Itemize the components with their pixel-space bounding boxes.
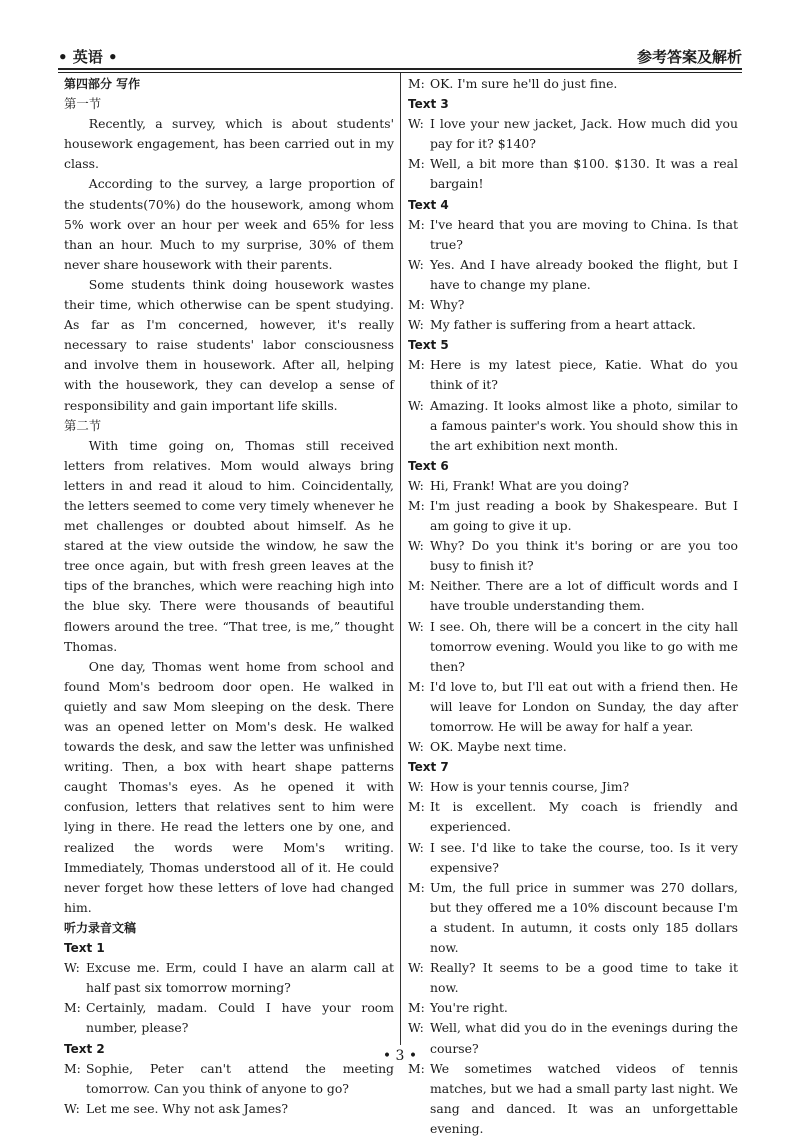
utterance: Here is my latest piece, Katie. What do you think of it? xyxy=(430,357,738,393)
speaker: M: xyxy=(408,1000,425,1016)
utterance: You're right. xyxy=(430,1000,508,1016)
utterance: Why? xyxy=(430,297,465,313)
utterance: It is excellent. My coach is friendly and experienced. xyxy=(430,799,738,835)
utterance: I love your new jacket, Jack. How much did you pay for it? $140? xyxy=(430,116,738,152)
header-rule xyxy=(58,68,742,70)
subject-label: • 英语 • xyxy=(58,48,118,66)
dialogue-line xyxy=(408,777,738,797)
text-label: Text 3 xyxy=(408,97,449,112)
speaker: W: xyxy=(408,477,424,493)
dialogue-line xyxy=(408,496,738,536)
column-divider xyxy=(400,73,401,1045)
dialogue-line xyxy=(408,576,738,616)
dialogue-line xyxy=(64,1059,394,1099)
utterance: My father is suffering from a heart attack. xyxy=(430,317,696,333)
speaker: W: xyxy=(408,397,424,413)
speaker: M: xyxy=(408,297,425,313)
dialogue-line xyxy=(408,1059,738,1139)
paragraph: With time going on, Thomas still received letters from relatives. Mom would always bring letters in and read it aloud to him. Coincidentally, the letters seemed to come very timely whenever he met challenges or doubted about himself. As he stared at the view outside the window, he saw the tree once again, but with fresh green leaves at the tips of the branches, which were reaching high into the blue sky. There were thousands of beautiful flowers around the tree. “That tree, is me,” thought Thomas. xyxy=(64,437,394,654)
speaker: W: xyxy=(408,116,424,132)
utterance: Why? Do you think it's boring or are you too busy to finish it? xyxy=(430,538,738,574)
text-label: Text 1 xyxy=(64,941,105,956)
paragraph: Some students think doing housework wastes their time, which otherwise can be spent studying. As far as I'm concerned, however, it's really necessary to raise students' labor consciousness and involve them in housework. After all, helping with the housework, they can develop a sense of responsibility and gain important life skills. xyxy=(64,276,394,413)
dialogue-line xyxy=(408,617,738,677)
section2-label: 第二节 xyxy=(64,417,102,433)
speaker: W: xyxy=(408,256,424,272)
utterance: How is your tennis course, Jim? xyxy=(430,779,630,795)
speaker: W: xyxy=(408,1020,424,1036)
utterance: I see. I'd like to take the course, too. Is it very expensive? xyxy=(430,839,738,875)
left-column xyxy=(64,74,394,1119)
utterance: Certainly, madam. Could I have your room number, please? xyxy=(86,1000,394,1036)
dialogue-line xyxy=(408,114,738,154)
page-number: • 3 • xyxy=(382,1048,418,1064)
utterance: I'm just reading a book by Shakespeare. But I am going to give it up. xyxy=(430,497,738,534)
utterance: I'd love to, but I'll eat out with a friend then. He will leave for London on Sunday, the day after tomorrow. He will be away for half a year. xyxy=(430,678,738,734)
speaker: W: xyxy=(64,1100,80,1116)
paragraph: According to the survey, a large proportion of the students(70%) do the housework, among whom 5% work over an hour per week and 65% for less than an hour. Much to my surprise, 30% of them never share housework with their parents. xyxy=(64,176,394,272)
dialogue-line xyxy=(408,396,738,456)
dialogue-line xyxy=(408,838,738,878)
dialogue-line xyxy=(408,797,738,837)
speaker: W: xyxy=(408,739,424,755)
utterance: Really? It seems to be a good time to take it now. xyxy=(430,960,738,996)
dialogue-line xyxy=(408,255,738,295)
dialogue-line xyxy=(408,536,738,576)
dialogue-line xyxy=(408,476,738,496)
paragraph: One day, Thomas went home from school and found Mom's bedroom door open. He walked in quietly and saw Mom sleeping on the desk. There was an opened letter on Mom's desk. He walked towards the desk, and saw the letter was unfinished writing. Then, a box with heart shape patterns caught Thomas's eyes. As he opened it with confusion, letters that relatives sent to him were lying in there. He read the letters one by one, and realized the words were Mom's writing. Immediately, Thomas understood all of it. He could never forget how these letters of love had changed him. xyxy=(64,658,394,915)
dialogue-line xyxy=(408,737,738,757)
utterance: I've heard that you are moving to China. Is that true? xyxy=(430,216,738,252)
utterance: Neither. There are a lot of difficult words and I have trouble understanding them. xyxy=(430,578,738,614)
dialogue-line xyxy=(64,998,394,1038)
text-label: Text 5 xyxy=(408,338,449,353)
utterance: Yes. And I have already booked the flight, but I have to change my plane. xyxy=(430,256,738,292)
speaker: M: xyxy=(408,799,425,815)
speaker: W: xyxy=(408,618,424,634)
utterance: Sophie, Peter can't attend the meeting tomorrow. Can you think of anyone to go? xyxy=(86,1060,394,1096)
utterance: OK. I'm sure he'll do just fine. xyxy=(430,76,618,91)
dialogue-line xyxy=(408,958,738,998)
dialogue-line xyxy=(408,355,738,395)
utterance: Um, the full price in summer was 270 dollars, but they offered me a 10% discount because I'm a student. In autumn, it costs only 185 dollars now. xyxy=(430,879,738,956)
listening-title: 听力录音文稿 xyxy=(64,920,137,935)
utterance: Excuse me. Erm, could I have an alarm call at half past six tomorrow morning? xyxy=(86,960,394,996)
right-column xyxy=(408,74,738,1139)
speaker: M: xyxy=(408,1060,425,1076)
dialogue-line xyxy=(408,315,738,335)
speaker: M: xyxy=(408,678,425,694)
speaker: M: xyxy=(408,578,425,594)
dialogue-line xyxy=(408,677,738,737)
speaker: M: xyxy=(408,497,425,513)
speaker: W: xyxy=(408,317,424,333)
speaker: M: xyxy=(408,357,425,373)
section-heading: 参考答案及解析 xyxy=(636,48,742,66)
speaker: M: xyxy=(408,76,425,91)
speaker: M: xyxy=(64,1000,81,1016)
utterance: Hi, Frank! What are you doing? xyxy=(430,477,629,493)
section1-label: 第一节 xyxy=(64,96,102,112)
dialogue-line xyxy=(408,215,738,255)
utterance: Amazing. It looks almost like a photo, similar to a famous painter's work. You should show this in the art exhibition next month. xyxy=(430,397,738,453)
utterance: OK. Maybe next time. xyxy=(430,739,567,755)
page-header xyxy=(58,40,742,70)
section-title: 第四部分 写作 xyxy=(64,77,141,91)
speaker: M: xyxy=(64,1060,81,1076)
speaker: M: xyxy=(408,216,425,232)
dialogue-line xyxy=(408,295,738,315)
dialogue-line xyxy=(408,878,738,958)
utterance: Let me see. Why not ask James? xyxy=(86,1100,289,1116)
speaker: W: xyxy=(408,538,424,554)
dialogue-line xyxy=(64,1099,394,1119)
utterance: I see. Oh, there will be a concert in the city hall tomorrow evening. Would you like to go with me then? xyxy=(430,618,738,674)
speaker: M: xyxy=(408,879,425,895)
text-label: Text 4 xyxy=(408,197,449,212)
speaker: W: xyxy=(64,960,80,976)
dialogue-line xyxy=(408,998,738,1018)
dialogue-line xyxy=(408,154,738,194)
utterance: Well, a bit more than $100. $130. It was a real bargain! xyxy=(430,156,738,192)
paragraph: Recently, a survey, which is about students' housework engagement, has been carried out in my class. xyxy=(64,116,394,172)
dialogue-line xyxy=(408,74,738,94)
dialogue-line xyxy=(64,958,394,998)
text-label: Text 2 xyxy=(64,1041,105,1056)
text-label: Text 6 xyxy=(408,458,449,473)
text-label: Text 7 xyxy=(408,760,449,775)
utterance: Well, what did you do in the evenings during the course? xyxy=(430,1020,738,1056)
speaker: W: xyxy=(408,779,424,795)
speaker: W: xyxy=(408,960,424,976)
speaker: W: xyxy=(408,839,424,855)
speaker: M: xyxy=(408,156,425,172)
utterance: We sometimes watched videos of tennis matches, but we had a small party last night. We sang and danced. It was an unforgettable evening. xyxy=(430,1060,738,1136)
